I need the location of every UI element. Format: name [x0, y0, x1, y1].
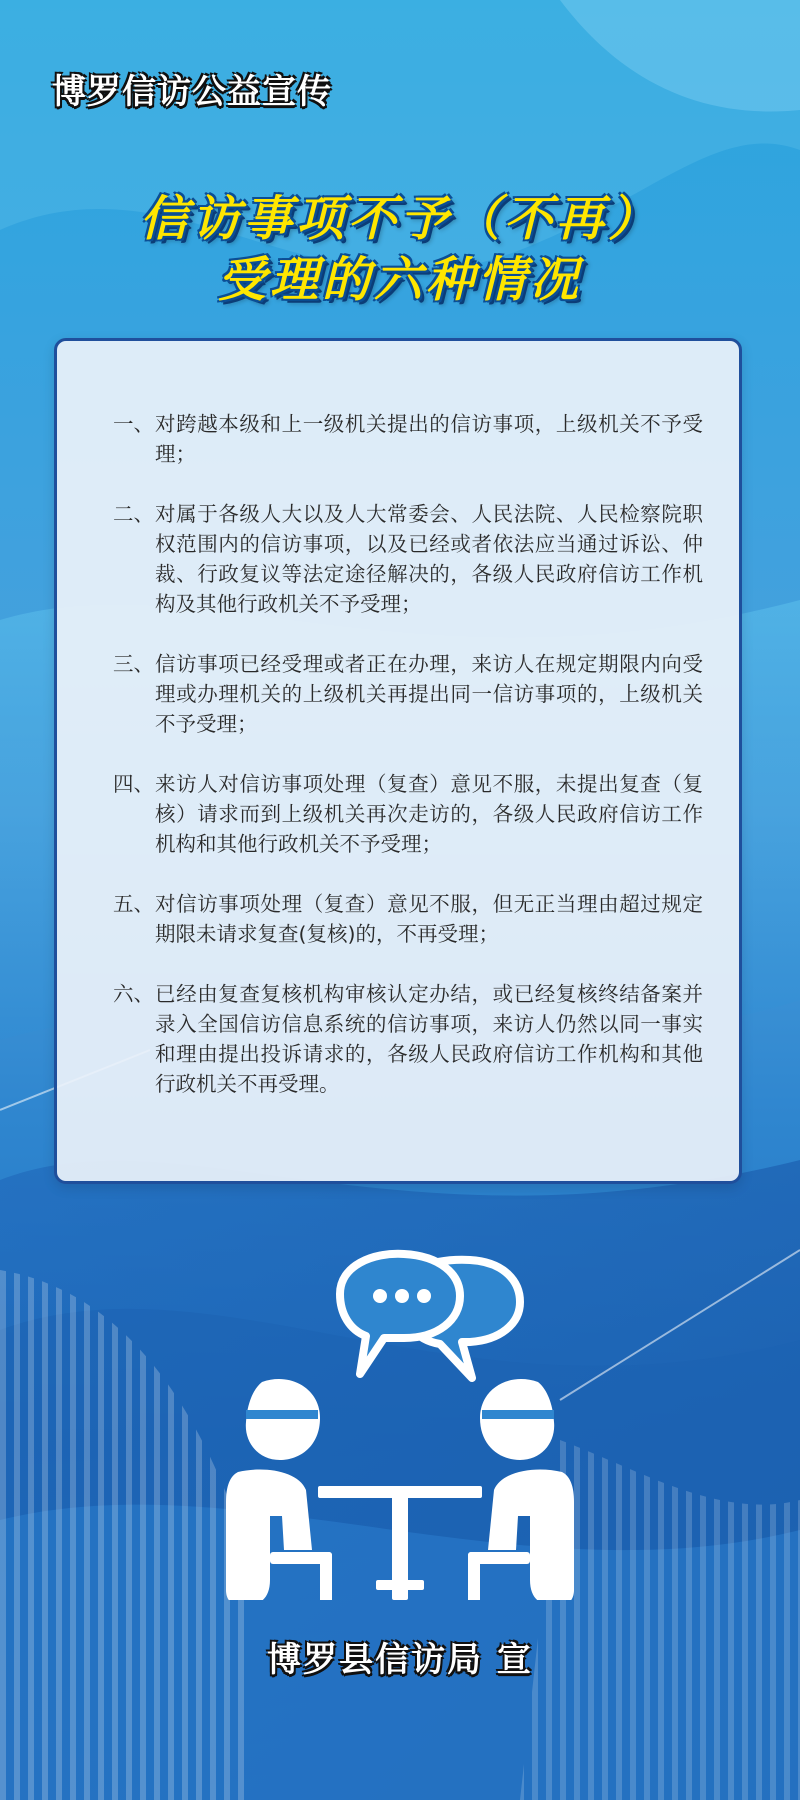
main-title-line-1: 信访事项不予（不再） — [139, 191, 660, 247]
list-item — [113, 769, 703, 859]
content-card — [54, 338, 742, 1184]
item-number: 二、 — [113, 502, 154, 526]
item-number: 一、 — [113, 412, 154, 436]
main-title-line-2: 受理的六种情况 — [217, 252, 582, 308]
meeting-icon — [0, 1240, 800, 1600]
list-item — [113, 499, 703, 619]
item-text: 对信访事项处理（复查）意见不服，但无正当理由超过规定期限未请求复查(复核)的，不再受理； — [155, 892, 703, 946]
item-text: 对跨越本级和上一级机关提出的信访事项，上级机关不予受理； — [155, 412, 703, 466]
ellipsis-icon — [373, 1289, 431, 1303]
table-icon — [318, 1486, 482, 1600]
person-left-icon — [226, 1379, 332, 1600]
list-item — [113, 979, 703, 1099]
header-title: 博罗信访公益宣传 — [52, 72, 332, 112]
item-number: 四、 — [113, 772, 154, 796]
item-number: 五、 — [113, 892, 154, 916]
speech-bubble-front-icon — [340, 1254, 460, 1374]
footer-credit: 博罗县信访局 宣 — [267, 1640, 533, 1680]
item-number: 六、 — [113, 982, 154, 1006]
list-item — [113, 889, 703, 949]
item-text: 来访人对信访事项处理（复查）意见不服，未提出复查（复核）请求而到上级机关再次走访的，各级人民政府信访工作机构和其他行政机关不予受理； — [155, 772, 703, 856]
person-right-icon — [468, 1379, 574, 1600]
item-list — [113, 409, 703, 1129]
list-item — [113, 409, 703, 469]
item-number: 三、 — [113, 652, 154, 676]
list-item — [113, 649, 703, 739]
item-text: 对属于各级人大以及人大常委会、人民法院、人民检察院职权范围内的信访事项，以及已经或者依法应当通过诉讼、仲裁、行政复议等法定途径解决的，各级人民政府信访工作机构及其他行政机关不予受理； — [155, 502, 703, 616]
item-text: 已经由复查复核机构审核认定办结，或已经复核终结备案并录入全国信访信息系统的信访事项，来访人仍然以同一事实和理由提出投诉请求的，各级人民政府信访工作机构和其他行政机关不再受理。 — [155, 982, 703, 1096]
item-text: 信访事项已经受理或者正在办理，来访人在规定期限内向受理或办理机关的上级机关再提出同一信访事项的，上级机关不予受理； — [155, 652, 703, 736]
